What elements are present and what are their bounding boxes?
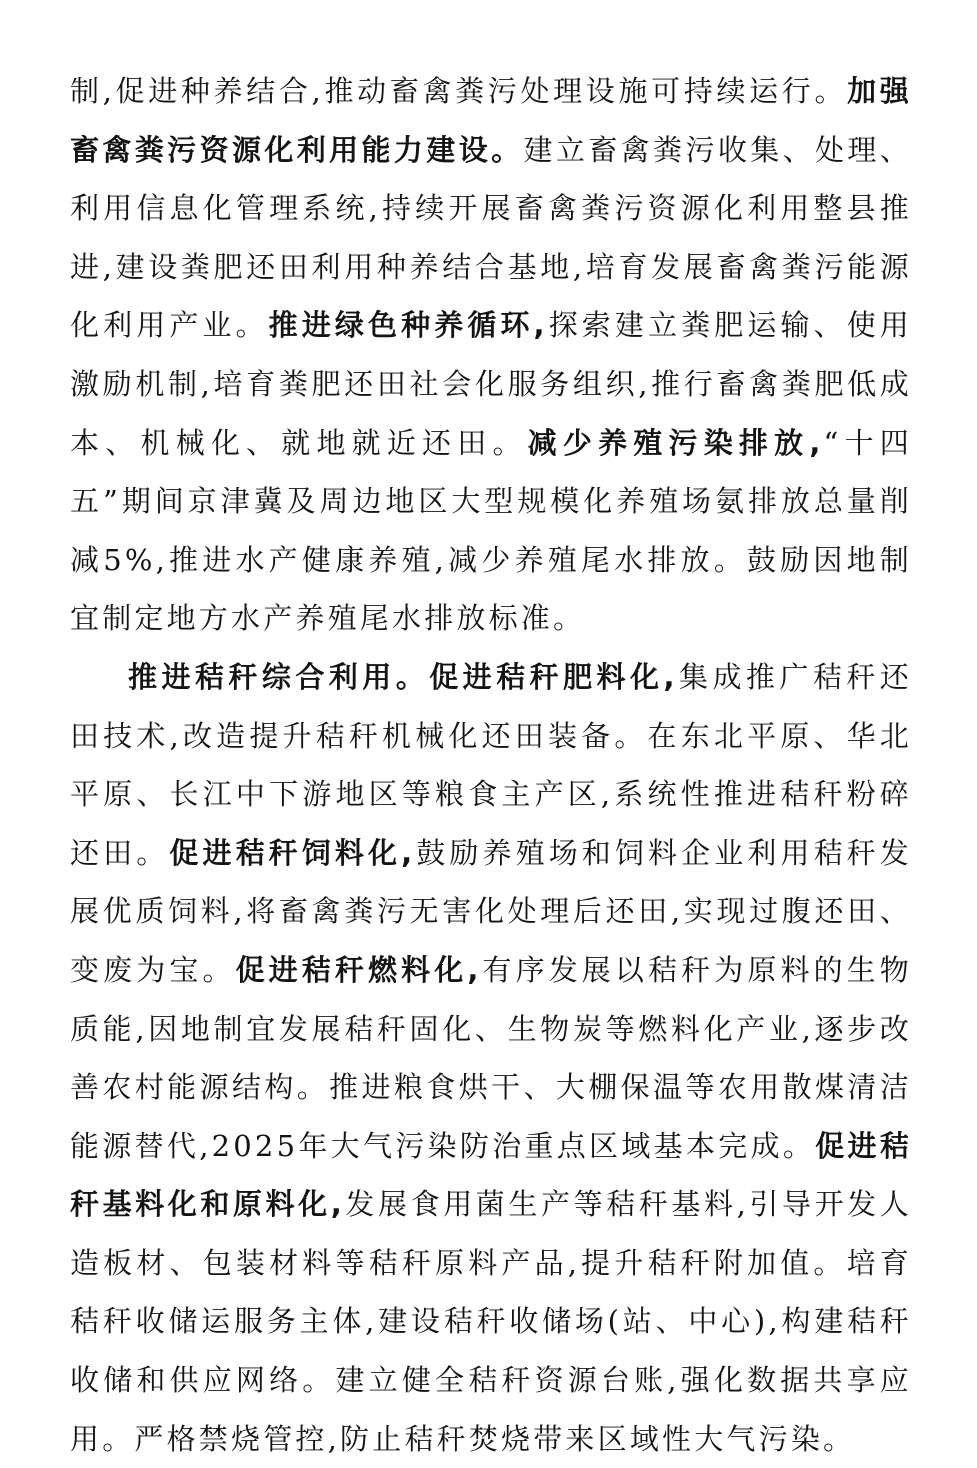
paragraph-manure-utilization xyxy=(70,62,912,648)
text-segment: 集成推广秸秆还田技术,改造提升秸秆机械化还田装备。在东北平原、华北平原、长江中下游地区等粮食主产区,系统性推进秸秆粉碎还田。 xyxy=(70,659,912,870)
text-segment: 建立畜禽粪污收集、处理、利用信息化管理系统,持续开展畜禽粪污资源化利用整县推进,建设粪肥还田利用种养结合基地,培育发展畜禽粪污能源化利用产业。 xyxy=(70,132,912,343)
text-segment: 探索建立粪肥运输、使用激励机制,培育粪肥还田社会化服务组织,推行畜禽粪肥低成本、机械化、就地就近还田。 xyxy=(70,308,912,460)
text-segment: 有序发展以秸秆为原料的生物质能,因地制宜发展秸秆固化、生物炭等燃料化产业,逐步改善农村能源结构。推进粮食烘干、大棚保温等农用散煤清洁能源替代,2025年大气污染防治重点区域基本完成。 xyxy=(70,952,912,1163)
document-page xyxy=(70,62,912,1468)
bold-heading-segment: 促进秸秆燃料化, xyxy=(235,952,482,987)
bold-heading-segment: 促进秸秆饲料化, xyxy=(169,835,416,870)
bold-heading-segment: 推进秸秆综合利用。促进秸秆肥料化, xyxy=(128,659,678,694)
paragraph-straw-utilization xyxy=(70,648,912,1468)
bold-heading-segment: 加强畜禽粪污资源化利用能力建设。 xyxy=(70,74,913,167)
text-segment: 鼓励养殖场和饲料企业利用秸秆发展优质饲料,将畜禽粪污无害化处理后还田,实现过腹还田、变废为宝。 xyxy=(70,835,912,987)
bold-heading-segment: 减少养殖污染排放, xyxy=(527,425,824,460)
text-segment: “十四五”期间京津冀及周边地区大型规模化养殖场氨排放总量削减5%,推进水产健康养殖,减少养殖尾水排放。鼓励因地制宜制定地方水产养殖尾水排放标准。 xyxy=(70,425,912,636)
bold-heading-segment: 促进秸秆基料化和原料化, xyxy=(70,1128,912,1222)
text-segment: 制,促进种养结合,推动畜禽粪污处理设施可持续运行。 xyxy=(70,74,848,108)
bold-heading-segment: 推进绿色种养循环, xyxy=(268,308,548,343)
text-segment: 发展食用菌生产等秸秆基料,引导开发人造板材、包装材料等秸秆原料产品,提升秸秆附加值。培育秸秆收储运服务主体,建设秸秆收储场(站、中心),构建秸秆收储和供应网络。建立健全秸秆资源台账,强化数据共享应用。严格禁烧管控,防止秸秆焚烧带来区域性大气污染。 xyxy=(70,1187,912,1456)
